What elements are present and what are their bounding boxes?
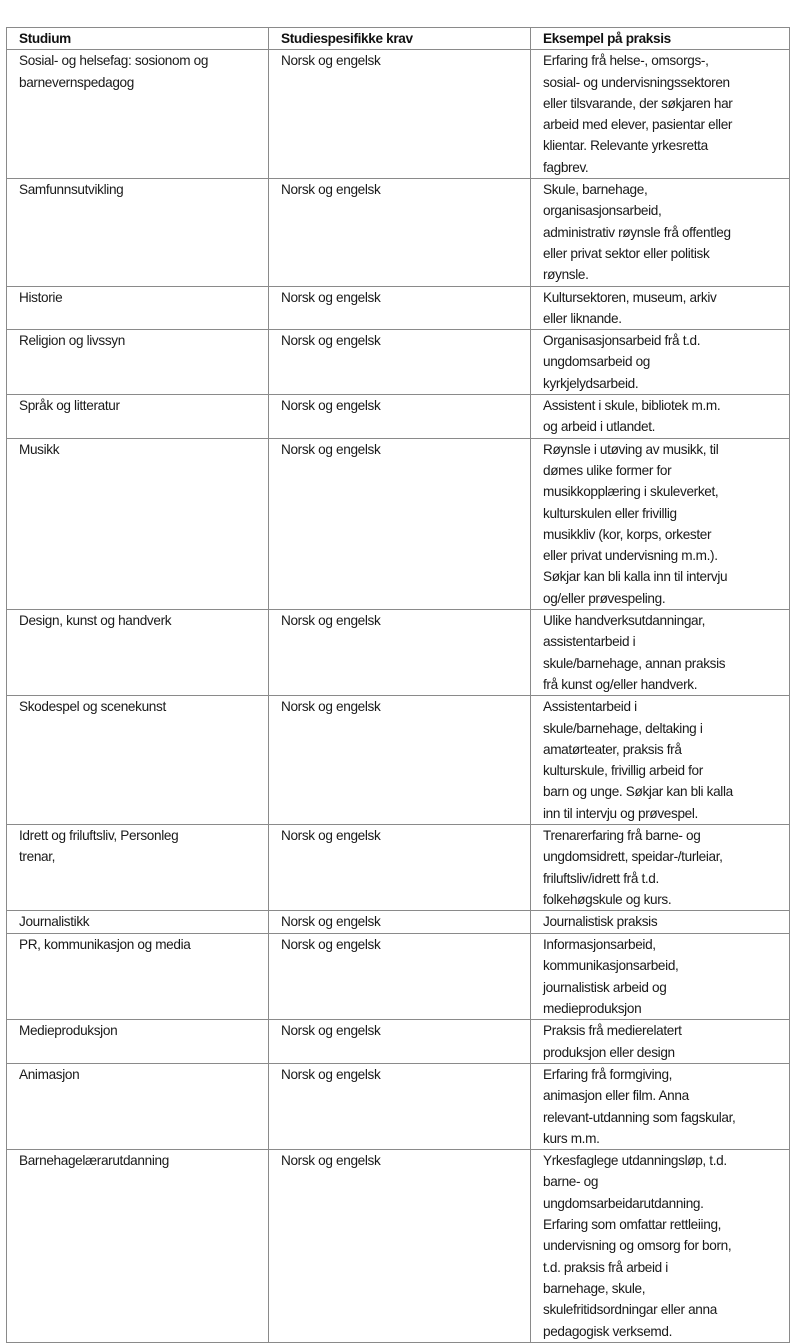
cell-studium: Journalistikk <box>7 911 269 934</box>
cell-krav: Norsk og engelsk <box>269 934 531 1020</box>
cell-praksis: Yrkesfaglege utdanningsløp, t.d. barne- og ungdomsarbeidarutdanning. Erfaring som omfattar rettleiing, undervisning og omsorg for born, t.d. praksis frå arbeid i barnehage, skule, skulefritidsordningar eller anna pedagogisk verksemd. <box>531 1150 790 1343</box>
cell-praksis: Assistentarbeid i skule/barnehage, deltaking i amatørteater, praksis frå kulturskule, frivillig arbeid for barn og unge. Søkjar kan bli kalla inn til intervju og prøvespel. <box>531 696 790 825</box>
table-row <box>7 610 790 696</box>
table-row <box>7 824 790 910</box>
cell-krav: Norsk og engelsk <box>269 1150 531 1343</box>
table-row <box>7 330 790 395</box>
cell-studium: Design, kunst og handverk <box>7 610 269 696</box>
table-row <box>7 934 790 1020</box>
header-studiespesifikke-krav: Studiespesifikke krav <box>269 28 531 50</box>
cell-praksis: Skule, barnehage, organisasjonsarbeid, administrativ røynsle frå offentleg eller privat sektor eller politisk røynsle. <box>531 179 790 286</box>
cell-studium: Religion og livssyn <box>7 330 269 395</box>
table-row <box>7 1063 790 1149</box>
cell-praksis: Praksis frå medierelatert produksjon eller design <box>531 1020 790 1064</box>
table-row <box>7 395 790 439</box>
cell-praksis: Trenarerfaring frå barne- og ungdomsidrett, speidar-/turleiar, friluftsliv/idrett frå t.d. folkehøgskule og kurs. <box>531 824 790 910</box>
table-row <box>7 50 790 179</box>
cell-praksis: Organisasjonsarbeid frå t.d. ungdomsarbeid og kyrkjelydsarbeid. <box>531 330 790 395</box>
cell-krav: Norsk og engelsk <box>269 286 531 330</box>
cell-praksis: Informasjonsarbeid, kommunikasjonsarbeid, journalistisk arbeid og medieproduksjon <box>531 934 790 1020</box>
cell-praksis: Assistent i skule, bibliotek m.m. og arbeid i utlandet. <box>531 395 790 439</box>
header-eksempel-pa-praksis: Eksempel på praksis <box>531 28 790 50</box>
cell-krav: Norsk og engelsk <box>269 330 531 395</box>
cell-krav: Norsk og engelsk <box>269 50 531 179</box>
cell-krav: Norsk og engelsk <box>269 610 531 696</box>
cell-studium: PR, kommunikasjon og media <box>7 934 269 1020</box>
cell-praksis: Ulike handverksutdanningar, assistentarbeid i skule/barnehage, annan praksis frå kunst og/eller handverk. <box>531 610 790 696</box>
cell-studium: Barnehagelærarutdanning <box>7 1150 269 1343</box>
cell-praksis: Journalistisk praksis <box>531 911 790 934</box>
cell-krav: Norsk og engelsk <box>269 179 531 286</box>
cell-studium: Musikk <box>7 438 269 609</box>
cell-krav: Norsk og engelsk <box>269 696 531 825</box>
cell-praksis: Erfaring frå formgiving, animasjon eller film. Anna relevant-utdanning som fagskular, kurs m.m. <box>531 1063 790 1149</box>
cell-studium: Samfunnsutvikling <box>7 179 269 286</box>
cell-studium: Animasjon <box>7 1063 269 1149</box>
table-header-row <box>7 28 790 50</box>
cell-krav: Norsk og engelsk <box>269 1020 531 1064</box>
cell-krav: Norsk og engelsk <box>269 911 531 934</box>
table-row <box>7 911 790 934</box>
study-requirements-table <box>6 27 790 1343</box>
cell-praksis: Erfaring frå helse-, omsorgs-, sosial- og undervisningssektoren eller tilsvarande, der søkjaren har arbeid med elever, pasientar eller klientar. Relevante yrkesretta fagbrev. <box>531 50 790 179</box>
cell-praksis: Kultursektoren, museum, arkiv eller liknande. <box>531 286 790 330</box>
cell-krav: Norsk og engelsk <box>269 438 531 609</box>
cell-studium: Historie <box>7 286 269 330</box>
table-row <box>7 1150 790 1343</box>
table-row <box>7 1020 790 1064</box>
header-studium: Studium <box>7 28 269 50</box>
cell-krav: Norsk og engelsk <box>269 824 531 910</box>
cell-studium: Sosial- og helsefag: sosionom og barnevernspedagog <box>7 50 269 179</box>
table-row <box>7 696 790 825</box>
table-row <box>7 286 790 330</box>
cell-krav: Norsk og engelsk <box>269 395 531 439</box>
table-row <box>7 438 790 609</box>
cell-studium: Skodespel og scenekunst <box>7 696 269 825</box>
cell-studium: Medieproduksjon <box>7 1020 269 1064</box>
cell-studium: Idrett og friluftsliv, Personleg trenar, <box>7 824 269 910</box>
cell-studium: Språk og litteratur <box>7 395 269 439</box>
cell-praksis: Røynsle i utøving av musikk, til dømes ulike former for musikkopplæring i skuleverket, kulturskulen eller frivillig musikkliv (kor, korps, orkester eller privat undervisning m.m.). Søkjar kan bli kalla inn til intervju og/eller prøvespeling. <box>531 438 790 609</box>
cell-krav: Norsk og engelsk <box>269 1063 531 1149</box>
table-row <box>7 179 790 286</box>
